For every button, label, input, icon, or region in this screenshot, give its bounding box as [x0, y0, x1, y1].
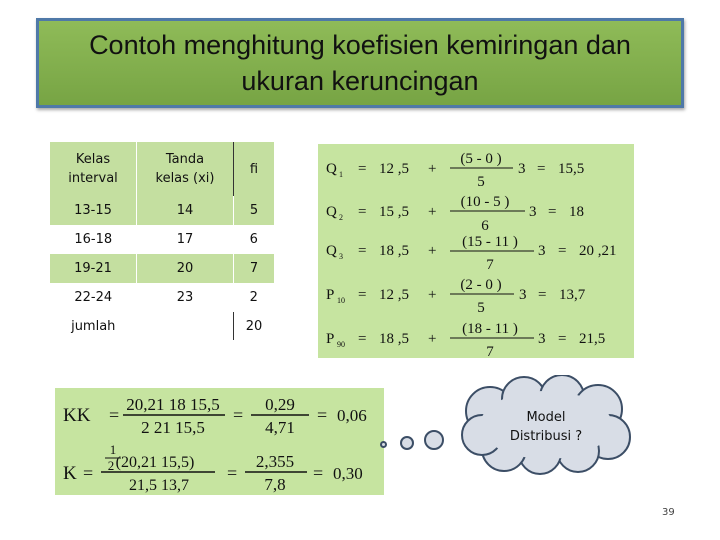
svg-text:=: =	[358, 287, 367, 303]
formula-p90-den: 7	[486, 344, 494, 358]
table-footer-row	[50, 312, 274, 340]
table-row	[50, 254, 274, 283]
formula-q3-base: 18 ,5	[379, 243, 409, 259]
svg-text:=: =	[538, 287, 547, 303]
formula-q3-sub: 3	[339, 252, 343, 261]
header-kelas-interval	[50, 142, 137, 196]
formula-p10-num: (2 - 0 )	[460, 277, 502, 293]
skewness-kurtosis-panel	[55, 388, 384, 495]
svg-text:=: =	[558, 243, 567, 259]
formula-p90-mult: 3	[538, 331, 546, 347]
thought-bubble-dot-small	[380, 441, 387, 448]
svg-text:=: =	[83, 463, 94, 483]
cell-fi: 5	[234, 196, 275, 225]
formula-p10-den: 5	[477, 300, 485, 316]
cell-fi: 7	[234, 254, 275, 283]
formula-p10-symbol: P	[326, 287, 335, 303]
svg-text:+: +	[428, 243, 437, 259]
svg-text:+: +	[428, 331, 437, 347]
svg-text:=: =	[358, 161, 367, 177]
header-tanda-kelas-line-1: Tanda	[165, 152, 205, 167]
formula-q1-result: 15,5	[558, 161, 585, 177]
page-number: 39	[662, 507, 675, 518]
formula-q3-result: 20 ,21	[579, 243, 617, 259]
formula-q3-den: 7	[486, 257, 494, 273]
svg-text:=: =	[558, 331, 567, 347]
svg-text:=: =	[358, 243, 367, 259]
formula-q1-den: 5	[477, 174, 485, 190]
thought-bubble-dot-medium	[400, 436, 414, 450]
svg-text:=: =	[109, 405, 120, 425]
table-row	[50, 225, 274, 254]
cloud-text	[458, 408, 634, 446]
svg-text:+: +	[428, 161, 437, 177]
formula-kk-den: 2 21 15,5	[141, 418, 205, 437]
formula-p90	[326, 321, 605, 358]
formula-k-den-b: 21,5 13,7	[129, 477, 189, 494]
formula-p10-base: 12 ,5	[379, 287, 409, 303]
formula-q1-num: (5 - 0 )	[460, 151, 502, 167]
cell-xi: 17	[176, 232, 194, 247]
formula-q3-mult: 3	[538, 243, 546, 259]
formula-k-num-b: (20,21 15,5)	[115, 454, 195, 471]
formula-q2	[326, 194, 584, 234]
formula-q3-num: (15 - 11 )	[462, 234, 518, 250]
formula-q2-base: 15 ,5	[379, 204, 409, 220]
formula-q2-mult: 3	[529, 204, 537, 220]
slide-title-line-2: ukuran keruncingan	[241, 66, 479, 96]
svg-text:=: =	[317, 405, 328, 425]
formula-p10	[326, 277, 586, 316]
header-fi	[234, 142, 275, 196]
table-row	[50, 196, 274, 225]
table-header-row	[50, 142, 274, 196]
cell-interval: 13-15	[50, 196, 137, 225]
formula-q3	[326, 234, 617, 273]
svg-text:=: =	[548, 204, 557, 220]
svg-text:+: +	[428, 204, 437, 220]
thought-cloud-callout	[458, 375, 634, 475]
formula-p90-sub: 90	[337, 340, 345, 349]
svg-text:=: =	[358, 204, 367, 220]
cell-xi: 20	[137, 254, 234, 283]
cloud-text-line-2: Distribusi ?	[509, 429, 583, 444]
cell-xi: 14	[137, 196, 234, 225]
cell-xi: 23	[176, 290, 194, 305]
svg-text:+: +	[428, 287, 437, 303]
formula-p10-mult: 3	[519, 287, 527, 303]
formula-kk-lhs: KK	[63, 405, 91, 426]
formula-kk-num: 20,21 18 15,5	[126, 395, 220, 414]
formula-q2-den: 6	[481, 218, 489, 234]
formula-kk	[63, 395, 367, 437]
svg-text:=: =	[537, 161, 546, 177]
formula-p90-symbol: P	[326, 331, 335, 347]
formula-k-den-a: 2	[107, 458, 115, 473]
formula-p10-sub: 10	[337, 296, 345, 305]
formula-kk-mid: 0,29	[265, 395, 295, 414]
svg-text:=: =	[227, 463, 238, 483]
cell-fi: 6	[249, 232, 258, 247]
formula-k-mid-den: 7,8	[264, 475, 286, 494]
cell-interval: 22-24	[74, 290, 113, 305]
formula-q1-sub: 1	[339, 170, 343, 179]
formula-q3-symbol: Q	[326, 243, 337, 259]
header-kelas-interval-line-1: Kelas	[75, 152, 111, 167]
frequency-table	[50, 142, 274, 340]
formula-kk-result: 0,06	[337, 406, 367, 425]
header-fi-label: fi	[249, 161, 259, 177]
formula-q1-base: 12 ,5	[379, 161, 409, 177]
slide-title-line-1: Contoh menghitung koefisien kemiringan dan	[89, 30, 631, 60]
formula-k-lhs: K	[63, 463, 77, 484]
svg-text:=: =	[358, 331, 367, 347]
formula-kk-mid-den: 4,71	[265, 418, 295, 437]
formula-p10-result: 13,7	[559, 287, 586, 303]
header-kelas-interval-line-2: interval	[68, 171, 118, 186]
formula-q1-mult: 3	[518, 161, 526, 177]
formula-q2-symbol: Q	[326, 204, 337, 220]
header-tanda-kelas	[137, 142, 234, 196]
formula-q1-symbol: Q	[326, 161, 337, 177]
formula-p90-result: 21,5	[579, 331, 606, 347]
cell-jumlah-empty	[137, 312, 234, 340]
formula-k	[63, 442, 363, 494]
formula-k-num-a: 1	[109, 442, 117, 457]
svg-text:=: =	[313, 463, 324, 483]
table-row	[50, 283, 274, 312]
header-tanda-kelas-line-2: kelas (xi)	[155, 171, 215, 186]
formula-q1	[326, 151, 584, 190]
formula-k-mid: 2,355	[255, 452, 295, 471]
svg-text:=: =	[233, 405, 244, 425]
cell-jumlah-label: jumlah	[71, 318, 116, 334]
quantile-formula-panel	[318, 144, 634, 358]
formula-p90-num: (18 - 11 )	[462, 321, 518, 337]
formula-k-result: 0,30	[333, 464, 363, 483]
slide-title	[36, 18, 684, 108]
cell-interval: 19-21	[50, 254, 137, 283]
formula-p90-base: 18 ,5	[379, 331, 409, 347]
cloud-text-line-1: Model	[526, 410, 566, 425]
cell-fi: 2	[249, 290, 258, 305]
formula-q2-result: 18	[569, 204, 584, 220]
thought-bubble-dot-large	[424, 430, 444, 450]
cell-jumlah-total: 20	[234, 312, 275, 340]
cell-interval: 16-18	[74, 232, 113, 247]
formula-q2-sub: 2	[339, 213, 343, 222]
formula-q2-num: (10 - 5 )	[460, 194, 510, 210]
